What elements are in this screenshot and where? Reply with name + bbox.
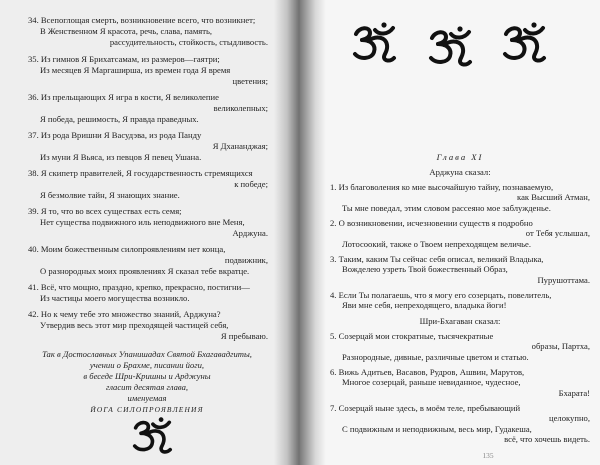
page-number: 135 bbox=[482, 451, 494, 460]
verse-6-line-3: Бхарата! bbox=[558, 388, 590, 398]
verse-36-line-1: 36. Из прельщающих Я игра в кости, Я великолепие bbox=[28, 92, 219, 102]
verse-3-line-3: Пурушоттама. bbox=[537, 275, 590, 285]
verse-34-line-3: рассудительность, стойкость, стыдливость. bbox=[109, 37, 268, 47]
verse-5-line-1: 5. Созерцай мои стократные, тысячекратные bbox=[330, 331, 494, 341]
verse-35-line-2: Из месяцев Я Маргаширша, из времен года Я время bbox=[40, 65, 231, 75]
verse-4-line-2: Яви мне себя, непреходящего, владыка йоги! bbox=[342, 300, 507, 310]
verse-41-line-2: Из частицы моего могущества возникло. bbox=[40, 293, 190, 303]
verse-1-line-1: 1. Из благоволения ко мне высочайшую тайну, познаваемую, bbox=[330, 182, 554, 192]
verse-4-line-1: 4. Если Ты полагаешь, что я могу его созерцать, повелитель, bbox=[330, 290, 552, 300]
verse-35-line-3: цветения; bbox=[232, 76, 268, 86]
verse-7-line-4: всё, что хочешь видеть. bbox=[504, 434, 590, 444]
verse-39-line-2: Нет существа подвижного иль неподвижного вне Меня, bbox=[40, 217, 245, 227]
verse-7-line-2: целокупно, bbox=[549, 413, 590, 423]
colophon-line-5: именуемая bbox=[127, 393, 167, 403]
verse-7-line-3: С подвижным и неподвижным, весь мир, Гудакеша, bbox=[342, 424, 532, 434]
verse-39-line-3: Арджуна. bbox=[232, 228, 268, 238]
verse-35-line-1: 35. Из гимнов Я Брихатсамам, из размеров—гаятри; bbox=[28, 54, 220, 64]
colophon-line-3: в беседе Шри-Кришны и Арджуны bbox=[83, 371, 211, 381]
verse-38-line-1: 38. Я скипетр правителей, Я государственность стремящихся bbox=[28, 168, 253, 178]
verse-37-line-1: 37. Из рода Вришни Я Васудэва, из рода Панду bbox=[28, 130, 202, 140]
verse-1-line-3: Ты мне поведал, этим словом рассеяно мое заблужденье. bbox=[342, 203, 551, 213]
verse-39-line-1: 39. Я то, что во всех существах есть семя; bbox=[28, 206, 182, 216]
verse-40-line-3: О разнородных моих проявлениях Я сказал тебе вкратце. bbox=[40, 266, 250, 276]
verse-2-line-3: Лотосоокий, также о Твоем непреходящем величье. bbox=[342, 239, 532, 249]
verse-40-line-1: 40. Моим божественным силопроявлениям нет конца, bbox=[28, 244, 226, 254]
verse-41-line-1: 41. Всё, что мощно, праздно, крепко, прекрасно, постигни— bbox=[28, 282, 250, 292]
colophon-line-1: Так в Достославных Упанишадах Святой Бхагавадгиты, bbox=[42, 349, 252, 359]
verse-5-line-3: Разнородные, дивные, различные цветом и статью. bbox=[342, 352, 529, 362]
verse-3-line-2: Вожделею узреть Твой божественный Образ, bbox=[342, 264, 508, 274]
verse-5-line-2: образы, Партха, bbox=[531, 341, 590, 351]
verse-42-line-1: 42. Но к чему тебе это множество знаний, Арджуна? bbox=[28, 309, 221, 319]
chapter-name-caption: ЙОГА СИЛОПРОЯВЛЕНИЯ bbox=[90, 405, 204, 414]
om-symbol-icon bbox=[500, 20, 548, 66]
verse-6-line-2: Многое созерцай, раньше невиданное, чудесное, bbox=[342, 377, 521, 387]
speaker-arjuna: Арджуна сказал: bbox=[429, 167, 491, 177]
colophon-line-2: учении о Брахме, писании йоги, bbox=[89, 360, 205, 370]
verse-40-line-2: подвижник, bbox=[224, 255, 268, 265]
verse-37-line-3: Из муни Я Вьяса, из певцов Я певец Ушана. bbox=[40, 152, 202, 162]
verse-36-line-2: великолепных; bbox=[213, 103, 268, 113]
colophon-line-4: гласит десятая глава, bbox=[105, 382, 189, 392]
verse-6-line-1: 6. Вижь Адитьев, Васавов, Рудров, Ашвин, Марутов, bbox=[330, 367, 525, 377]
verse-34-line-1: 34. Всепоглощая смерть, возникновение всего, что возникнет; bbox=[28, 15, 256, 25]
om-symbol-icon bbox=[426, 24, 474, 70]
verse-38-line-2: к победе; bbox=[234, 179, 268, 189]
verse-7-line-1: 7. Созерцай ныне здесь, в моём теле, пребывающий bbox=[330, 403, 521, 413]
verse-42-line-3: Я пребываю. bbox=[220, 331, 268, 341]
chapter-title: Глава XI bbox=[436, 152, 484, 162]
verse-36-line-3: Я победа, решимость, Я правда праведных. bbox=[40, 114, 199, 124]
speaker-bhagavan: Шри-Бхагаван сказал: bbox=[419, 316, 501, 326]
book-gutter-shadow bbox=[274, 0, 326, 465]
verse-2-line-2: от Тебя услышал, bbox=[525, 228, 590, 238]
verse-1-line-2: как Высший Атман, bbox=[517, 192, 590, 202]
om-symbol-icon bbox=[130, 416, 174, 456]
verse-2-line-1: 2. О возникновении, исчезновении существ я подробно bbox=[330, 218, 533, 228]
om-symbol-icon bbox=[350, 20, 398, 66]
verse-38-line-3: Я безмолвие тайн, Я знающих знание. bbox=[40, 190, 180, 200]
verse-34-line-2: В Женственном Я красота, речь, слава, память, bbox=[40, 26, 213, 36]
verse-37-line-2: Я Дхананджая; bbox=[212, 141, 268, 151]
verse-3-line-1: 3. Таким, каким Ты сейчас себя описал, великий Владыка, bbox=[330, 254, 544, 264]
verse-42-line-2: Утвердив весь этот мир преходящей частицей себя, bbox=[40, 320, 229, 330]
